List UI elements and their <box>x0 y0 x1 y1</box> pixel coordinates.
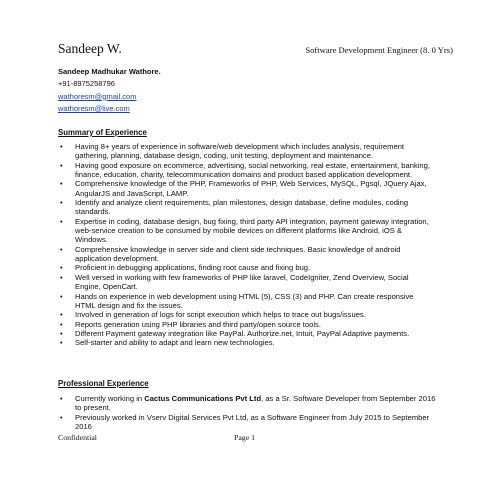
summary-item: • Self-starter and ability to adapt and learn new technologies. <box>58 338 436 347</box>
full-name: Sandeep Madhukar Wathore. <box>58 67 161 76</box>
experience-list <box>58 394 436 431</box>
resume-header <box>58 41 453 61</box>
summary-item: • Comprehensive knowledge in server side and client side techniques. Basic knowledge of android application development. <box>58 245 436 264</box>
footer-confidential: Confidential <box>58 433 97 442</box>
professional-heading: Professional Experience <box>58 379 149 388</box>
summary-item: • Having 8+ years of experience in software/web development which includes analysis, requirement gathering, planning, database design, coding, unit testing, deployment and maintenance. <box>58 142 436 161</box>
summary-item: • Hands on experience in web development using HTML (5), CSS (3) and PHP. Can create responsive HTML design and fix the issues. <box>58 292 436 311</box>
experience-item <box>58 394 436 413</box>
experience-prefix: Currently working in <box>75 394 145 403</box>
experience-item: • Previously worked in Vserv Digital Services Pvt Ltd, as a Software Engineer from July 2015 to September 2016 <box>58 413 436 432</box>
summary-item: • Reports generation using PHP libraries and third party/open source tools. <box>58 320 436 329</box>
candidate-role: Software Development Engineer (8. 0 Yrs) <box>305 45 453 55</box>
phone-number: +91-8975258796 <box>58 79 115 89</box>
summary-item: • Expertise in coding, database design, bug fixing, third party API integration, payment gateway integration, web-service creation to be consumed by mobile devices on different platforms like Android, iOS & Windows. <box>58 217 436 245</box>
email-link-gmail[interactable]: wathoresm@gmail.com <box>58 91 137 101</box>
experience-suffix: , as a Sr. Software Developer from September 2016 to present. <box>75 394 436 413</box>
summary-item: • Involved in generation of logs for script execution which helps to trace out bugs/issues. <box>58 310 436 319</box>
summary-list <box>58 142 436 348</box>
summary-item: • Identify and analyze client requirements, plan milestones, design database, define modules, coding standards. <box>58 198 436 217</box>
summary-item: • Comprehensive knowledge of the PHP, Frameworks of PHP, Web Services, MySQL, Pgsql, JQuery Ajax, AngularJS and JavaScript, LAMP. <box>58 179 436 198</box>
summary-heading: Summary of Experience <box>58 128 147 137</box>
summary-item: • Different Payment gateway integration like PayPal. Authorize.net, Intuit, PayPal Adaptive payments. <box>58 329 436 338</box>
candidate-name: Sandeep W. <box>58 41 122 56</box>
summary-item: • Proficient in debugging applications, finding root cause and fixing bug. <box>58 263 436 272</box>
summary-item: • Having good exposure on ecommerce, advertising, social networking, real estate, entertainment, banking, finance, education, charity, telecommunication domains and product based application development. <box>58 161 436 180</box>
summary-item: • Well versed in working with few frameworks of PHP like laravel, CodeIgniter, Zend Overview, Social Engine, OpenCart. <box>58 273 436 292</box>
footer-page-number: Page 1 <box>234 433 256 442</box>
company-name: Cactus Communications Pvt Ltd <box>144 394 262 403</box>
contact-block <box>58 66 358 115</box>
email-link-live[interactable]: wathoresm@live.com <box>58 103 130 113</box>
